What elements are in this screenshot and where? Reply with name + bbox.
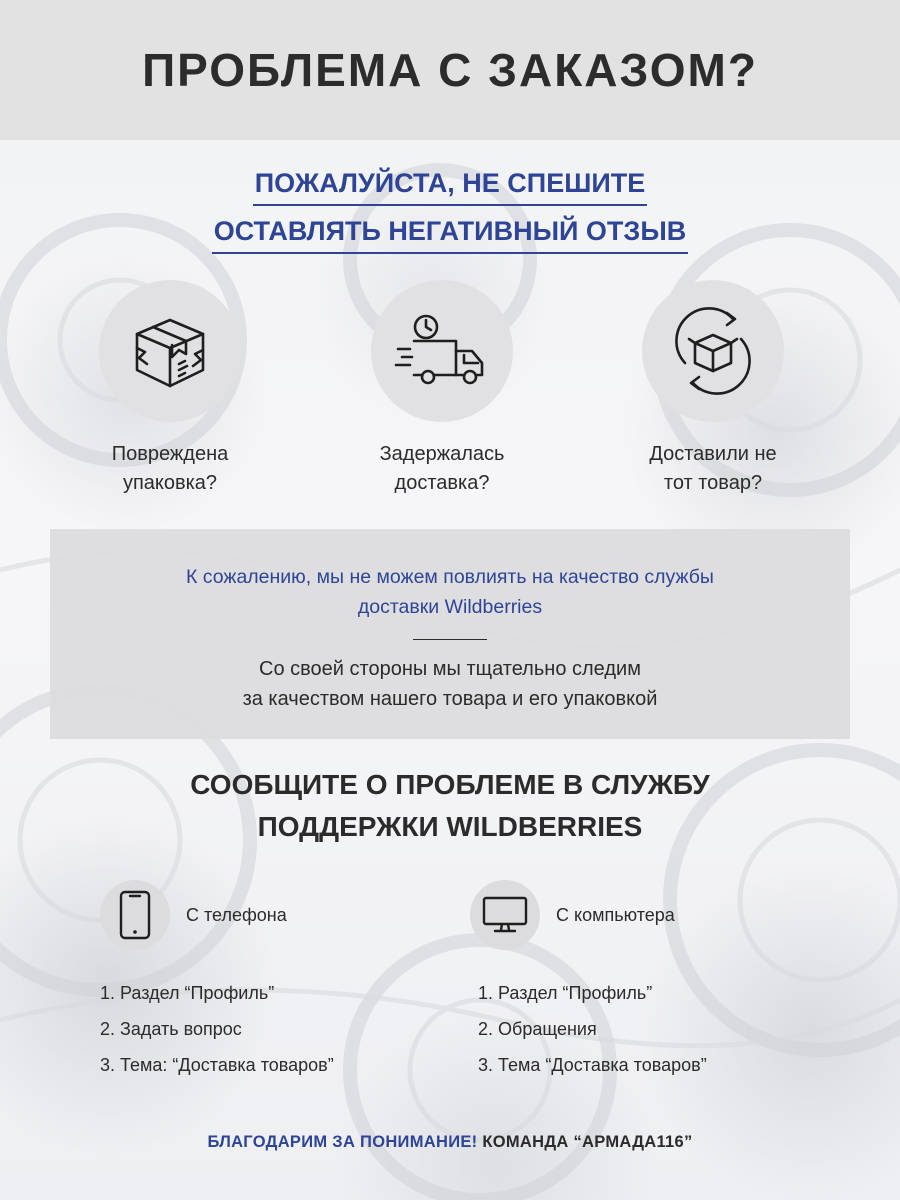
list-item: 2. Задать вопрос: [100, 1019, 242, 1039]
footer-team: КОМАНДА “АРМАДА116”: [482, 1133, 693, 1151]
phone-steps-list: [100, 975, 334, 1083]
list-item: 3. Тема: “Доставка товаров”: [100, 1055, 334, 1075]
issue-icon-circle: [371, 280, 513, 422]
issue-label: Задержалась доставка?: [379, 443, 505, 494]
channel-icon-circle: [100, 880, 170, 950]
issue-icon-circle: [642, 280, 784, 422]
list-item: 3. Тема “Доставка товаров”: [478, 1055, 707, 1075]
list-item: 1. Раздел “Профиль”: [478, 983, 653, 1003]
channel-name: С телефона: [186, 904, 287, 925]
notice-text-quality: Со своей стороны мы тщательно следим за качеством нашего товара и его упаковкой: [242, 658, 658, 710]
computer-steps-list: [478, 975, 707, 1083]
issue-icon-circle: [99, 280, 241, 422]
issue-delayed-delivery: [322, 280, 562, 498]
monitor-icon: [482, 895, 528, 935]
issue-damaged-packaging: [50, 280, 290, 498]
notice-text-delivery: К сожалению, мы не можем повлиять на качество службы доставки Wildberries: [186, 566, 714, 618]
channel-name: С компьютера: [556, 904, 675, 925]
issue-icons-row: [0, 280, 900, 500]
support-heading: СООБЩИТЕ О ПРОБЛЕМЕ В СЛУЖБУ ПОДДЕРЖКИ WILDBERRIES: [190, 769, 710, 842]
issue-label: Повреждена упаковка?: [111, 443, 229, 494]
subtitle-line-2: ОСТАВЛЯТЬ НЕГАТИВНЫЙ ОТЗЫВ: [212, 214, 689, 254]
channel-computer: [470, 880, 675, 950]
list-item: 1. Раздел “Профиль”: [100, 983, 275, 1003]
issue-label: Доставили не тот товар?: [649, 443, 777, 494]
delivery-truck-icon: [394, 311, 490, 391]
damaged-box-icon: [127, 308, 213, 394]
notice-divider: [413, 639, 487, 640]
footer-thanks: БЛАГОДАРИМ ЗА ПОНИМАНИЕ!: [207, 1133, 478, 1151]
footer: [0, 1133, 900, 1152]
channel-icon-circle: [470, 880, 540, 950]
list-item: 2. Обращения: [478, 1019, 597, 1039]
subtitle-line-1: ПОЖАЛУЙСТА, НЕ СПЕШИТЕ: [253, 166, 648, 206]
header-banner: [0, 0, 900, 140]
box-exchange-icon: [667, 305, 759, 397]
page-title: ПРОБЛЕМА С ЗАКАЗОМ?: [142, 44, 758, 96]
channel-phone: [100, 880, 287, 950]
notice-panel: [50, 529, 850, 739]
issue-wrong-item: [593, 280, 833, 498]
smartphone-icon: [118, 890, 152, 940]
subtitle: [0, 166, 900, 254]
